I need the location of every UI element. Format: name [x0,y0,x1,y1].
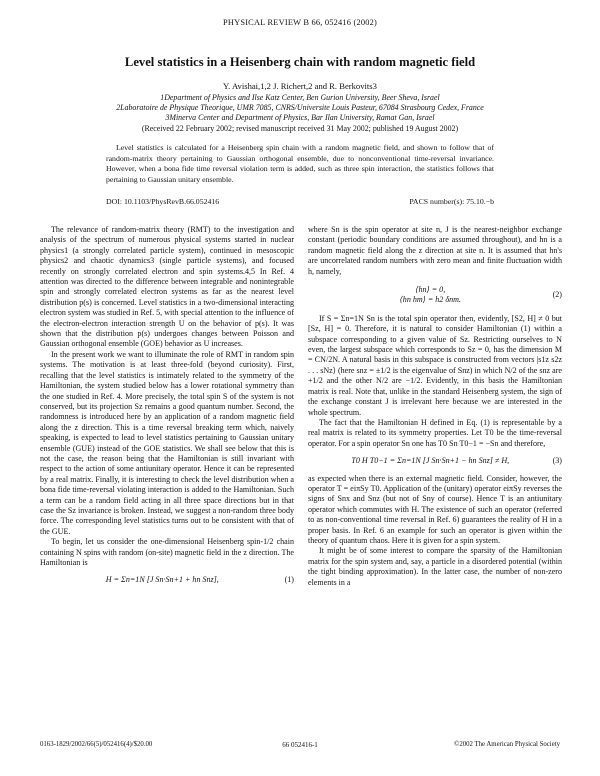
copyright: ©2002 The American Physical Society [454,741,560,748]
equation-line: ⟨hn⟩ = 0, [415,285,446,295]
affiliation-1: 1Department of Physics and Ilse Katz Center, Ben Gurion University, Beer Sheva, Israel [160,93,440,102]
running-head: PHYSICAL REVIEW B 66, 052416 (2002) [222,18,378,27]
left-column [40,225,294,717]
paragraph: The fact that the Hamiltonian H defined in Eq. (1) is representable by a real matrix is related to its symmetry properties. Let T0 be the time-reversal operator. For a spin operator Sn one has T0 Sn T0−1 = −Sn and therefore, [308,417,562,448]
footer-code: 0163-1829/2002/66(5)/052416(4)/$20.00 [40,741,153,748]
paragraph: In the present work we want to illuminate the role of RMT in random spin systems. The motivation is at least three-fold (beyond curiosity). First, recalling that the level statistics is intimately related to the symmetry of the Hamiltonian, the system studied below has a lower rotational symmetry than the one studied in Ref. 4. More precisely, the total spin S of the system is not conserved, but its projection Sz remains a good quantum number. Second, the randomness is introduced here by an application of a random magnetic field along the z direction. This is a time reversal breaking term which, naively speaking, is expected to lead to level statistics pertaining to Gaussian unitary ensemble (GUE) instead of the GOE statistics. We shall see below that this is not the case, the reason being that the Hamiltonian is still invariant with respect to the action of some antiunitary operator. Hence it can be represented by a real matrix. Finally, it is interesting to check the level distribution when a bona fide time-reversal violating interaction is added to the Hamiltonian. Such a term can be a random field acting in all three space directions but in that case the Sz invariance is broken. Instead, we suggest a non-random three body force. The corresponding level statistics turns out to be consistent with that of the GUE. [40,349,294,536]
affiliation-2: 2Laboratoire de Physique Theorique, UMR 7085, CNRS/Universite Louis Pasteur, 67084 Strasbourg Cedex, France [116,103,484,112]
equation-number: (2) [552,290,562,300]
right-column [308,225,562,717]
paragraph: as expected when there is an external magnetic field. Consider, however, the operator T = eiπSy T0. Application of the (unitary) operator eiπSy reverses the signs of Snx and Snz (but not of Sny of course). Hence T is an antiunitary operator which commutes with H. The existence of such an operator (referred to as non-conventional time reversal in Ref. 6) guarantees the reality of H in a proper basis. In Ref. 6 an example for such an operator is given within the theory of quantum chaos. Here it is given for a spin system. [308,473,562,545]
paragraph: where Sn is the spin operator at site n, J is the nearest-neighbor exchange constant (periodic boundary conditions are assumed throughout), and hn is a random magnetic field along the z direction at site n. It is assumed that hn's are uncorrelated random numbers with zero mean and finite fluctuation width h, namely, [308,225,562,276]
affiliation-3: 3Minerva Center and Department of Physics, Bar Ilan University, Ramat Gan, Israel [165,113,435,122]
equation-number: (1) [284,575,294,585]
paragraph: If S = Σn=1N Sn is the total spin operator then, evidently, [S2, H] ≠ 0 but [Sz, H] = 0. Therefore, it is natural to consider Hamiltonian (1) within a subspace corresponding to a given value of Sz. Restricting ourselves to N even, the largest subspace which corresponds to Sz = 0, has the dimension M = CN/2N. A natural basis in this subspace is constructed from vectors |s1z s2z . . . sNz⟩ (here snz = ±1/2 is the eigenvalue of Snz) in which N/2 of the snz are +1/2 and the other N/2 are −1/2. Evidently, in this basis the Hamiltonian matrix is real. Note that, unlike in the standard Heisenberg system, the sign of the exchange constant J is irrelevant here because we are interested in the whole spectrum. [308,313,562,417]
equation-body: H = Σn=1N [J Sn·Sn+1 + hn Snz], [105,575,219,585]
author-list: Y. Avishai,1,2 J. Richert,2 and R. Berkovits3 [223,81,377,91]
equation-number: (3) [552,456,562,466]
equation-body: T0 H T0−1 = Σn=1N [J Sn·Sn+1 − hn Snz] ≠ H, [351,456,510,466]
doi[interactable]: DOI: 10.1103/PhysRevB.66.052416 [106,197,220,206]
article-title: Level statistics in a Heisenberg chain with random magnetic field [124,55,476,69]
equation-2 [308,285,562,306]
paragraph: The relevance of random-matrix theory (RMT) to the investigation and analysis of the spectrum of numerous physical systems started in nuclear physics1 (a strongly correlated particle system), continued in mesoscopic physics2 and chaotic dynamics3 (single particle systems), and focused recently on strongly correlated electron and spin systems.4,5 In Ref. 4 attention was directed to the difference between integrable and nonintegrable spin and strongly correlated electron systems as far as the nearest level distribution p(s) is concerned. Level statistics in a two-dimensional interacting electron system was studied in Ref. 5, with special attention to the influence of the electron-electron interaction strength U on the behavior of p(s). It was shown that the distribution p(s) undergoes changes between Poisson and Gaussian orthogonal ensemble (GOE) behavior as U increases. [40,225,294,349]
abstract: Level statistics is calculated for a Heisenberg spin chain with a random magnetic field, and shown to follow that of random-matrix theory pertaining to Gaussian orthogonal ensemble, due to nonconventional time-reversal invariance. However, when a bona fide time reversal violation term is added, such as three spin interaction, the statistics follows that pertaining to Gaussian unitary ensemble. [106,143,494,184]
paragraph: It might be of some interest to compare the sparsity of the Hamiltonian matrix for the spin system and, say, a particle in a disordered potential (within the tight binding approximation). In the latter case, the number of non-zero elements in a [308,546,562,587]
pacs-numbers: PACS number(s): 75.10.−b [409,197,494,206]
paragraph: To begin, let us consider the one-dimensional Heisenberg spin-1/2 chain containing N spins with random (on-site) magnetic field in the z direction. The Hamiltonian is [40,537,294,567]
equation-line: ⟨hn hm⟩ = h2 δnm. [399,295,461,305]
received-dates: (Received 22 February 2002; revised manuscript received 31 May 2002; published 19 August 2002) [141,124,459,133]
equation-3 [308,456,562,466]
page-number: 66 052416-1 [282,741,318,749]
equation-1 [40,575,294,585]
